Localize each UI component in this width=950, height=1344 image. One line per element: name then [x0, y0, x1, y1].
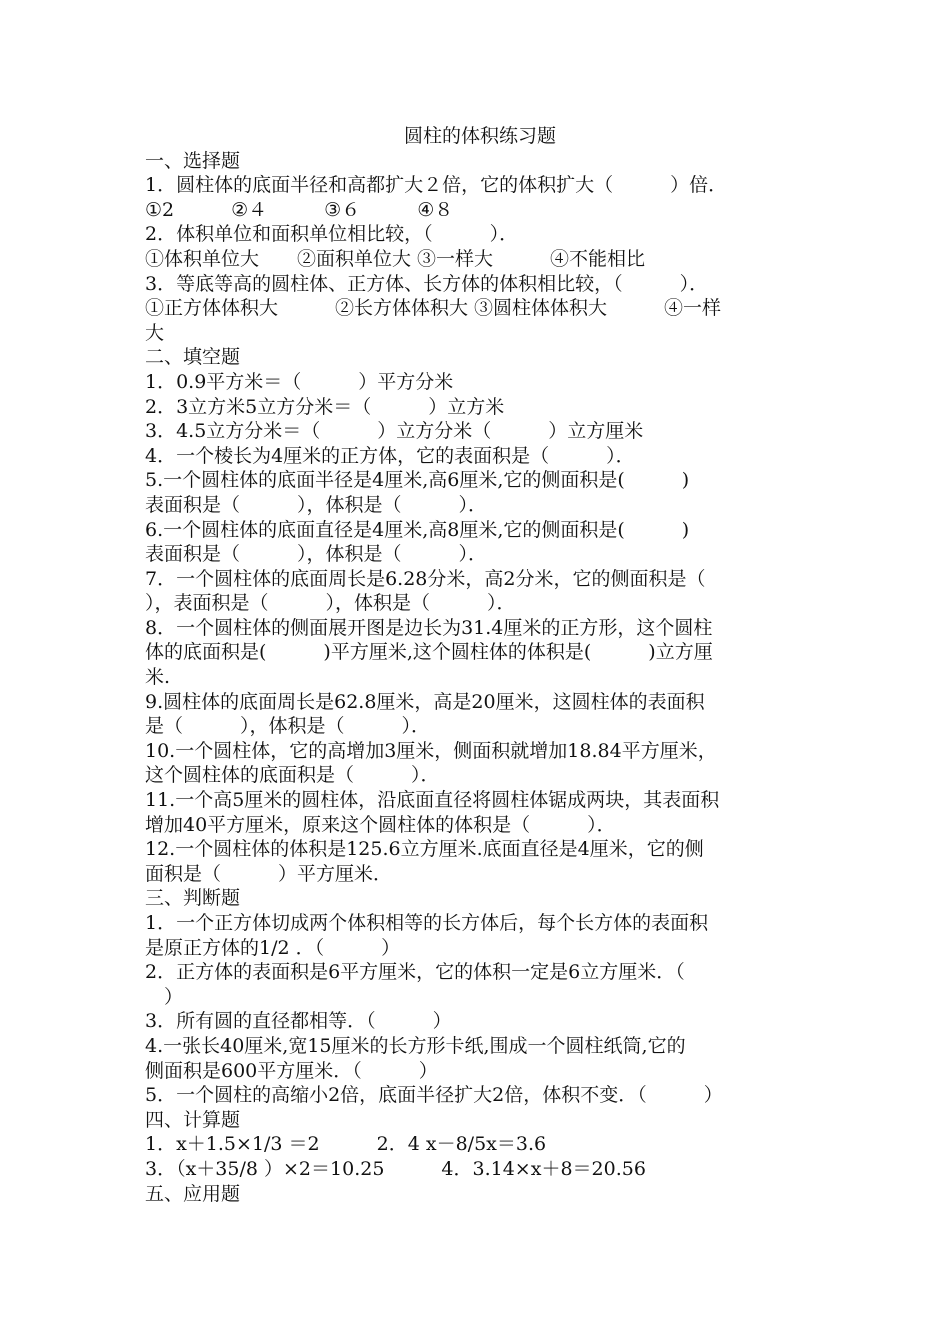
- question-line: 7．一个圆柱体的底面周长是6.28分米，高2分米，它的侧面积是（: [145, 567, 706, 590]
- question-line: ①正方体体积大 ②长方体体积大 ③圆柱体体积大 ④一样: [145, 297, 722, 320]
- section-2: [145, 345, 815, 886]
- question-line: 1．圆柱体的底面半径和高都扩大２倍，它的体积扩大（ ）倍．: [145, 174, 728, 197]
- section-1: [145, 149, 815, 346]
- question-line: ①2 ②４ ③６ ④８: [145, 198, 454, 221]
- question-line: 5．一个圆柱的高缩小2倍，底面半径扩大2倍，体积不变．（ ）: [145, 1084, 723, 1107]
- question-line: 大: [145, 321, 165, 344]
- section-4: [145, 1108, 815, 1182]
- worksheet-page: [145, 124, 815, 1206]
- question-line: 3．（x＋35/8 ）×2＝10.25 4．3.14×x＋8＝20.56: [145, 1157, 646, 1180]
- question-line: 3．所有圆的直径都相等．（ ）: [145, 1010, 452, 1033]
- question-line: 3．等底等高的圆柱体、正方体、长方体的体积相比较，（ ）．: [145, 272, 709, 295]
- question-line: 1．一个正方体切成两个体积相等的长方体后，每个长方体的表面积: [145, 912, 709, 934]
- question-line: 表面积是（ ），体积是（ ）．: [145, 543, 488, 566]
- question-line: 3．4.5立方分米＝（ ）立方分米（ ）立方厘米: [145, 420, 644, 443]
- question-line: 增加40平方厘米，原来这个圆柱体的体积是（ ）．: [145, 813, 616, 836]
- question-line: 表面积是（ ），体积是（ ）．: [145, 493, 488, 516]
- question-line: 侧面积是600平方厘米．（ ）: [145, 1059, 438, 1082]
- question-line: ），表面积是（ ），体积是（ ）．: [145, 592, 516, 615]
- section-5: [145, 1182, 815, 1207]
- question-line: 2．正方体的表面积是6平方厘米，它的体积一定是6立方厘米．（: [145, 961, 685, 984]
- question-line: 2．3立方米5立方分米＝（ ）立方米: [145, 395, 505, 418]
- section-heading: 五、应用题: [145, 1182, 241, 1205]
- section-3: [145, 886, 815, 1107]
- question-line: 这个圆柱体的底面积是（ ）．: [145, 764, 440, 787]
- question-line: 4．一个棱长为4厘米的正方体，它的表面积是（ ）．: [145, 444, 635, 467]
- question-line: 4.一张长40厘米,宽15厘米的长方形卡纸,围成一个圆柱纸筒,它的: [145, 1034, 686, 1057]
- question-line: 5.一个圆柱体的底面半径是4厘米,高6厘米,它的侧面积是( ): [145, 469, 690, 492]
- question-line: 米.: [145, 666, 171, 689]
- question-line: 12.一个圆柱体的体积是125.6立方厘米.底面直径是4厘米，它的侧: [145, 838, 704, 861]
- question-line: 6.一个圆柱体的底面直径是4厘米,高8厘米,它的侧面积是( ): [145, 518, 690, 541]
- section-heading: 三、判断题: [145, 887, 241, 910]
- question-line: ①体积单位大 ②面积单位大 ③一样大 ④不能相比: [145, 247, 646, 270]
- question-line: 是（ ），体积是（ ）．: [145, 715, 431, 738]
- question-line: 8．一个圆柱体的侧面展开图是边长为31.4厘米的正方形，这个圆柱: [145, 616, 713, 639]
- section-heading: 二、填空题: [145, 346, 241, 369]
- question-line: 1．0.9平方米＝（ ）平方分米: [145, 370, 454, 393]
- question-line: 体的底面积是( )平方厘米,这个圆柱体的体积是( )立方厘: [145, 641, 713, 664]
- question-line: ）: [145, 985, 184, 1008]
- worksheet-sections: [145, 149, 815, 1207]
- question-line: 9.圆柱体的底面周长是62.8厘米，高是20厘米，这圆柱体的表面积: [145, 690, 705, 713]
- section-heading: 一、选择题: [145, 149, 241, 172]
- question-line: 11.一个高5厘米的圆柱体，沿底面直径将圆柱体锯成两块，其表面积: [145, 789, 720, 812]
- question-line: 是原正方体的1/2 ．（ ）: [145, 936, 401, 959]
- question-line: 10.一个圆柱体，它的高增加3厘米，侧面积就增加18.84平方厘米，: [145, 739, 717, 762]
- section-heading: 四、计算题: [145, 1108, 241, 1131]
- question-line: 面积是（ ）平方厘米．: [145, 862, 393, 885]
- question-line: 2．体积单位和面积单位相比较，（ ）．: [145, 223, 519, 246]
- question-line: 1．x＋1.5×1/3 ＝2 2．4 x－8/5x＝3.6: [145, 1133, 547, 1156]
- page-title: 圆柱的体积练习题: [403, 125, 556, 147]
